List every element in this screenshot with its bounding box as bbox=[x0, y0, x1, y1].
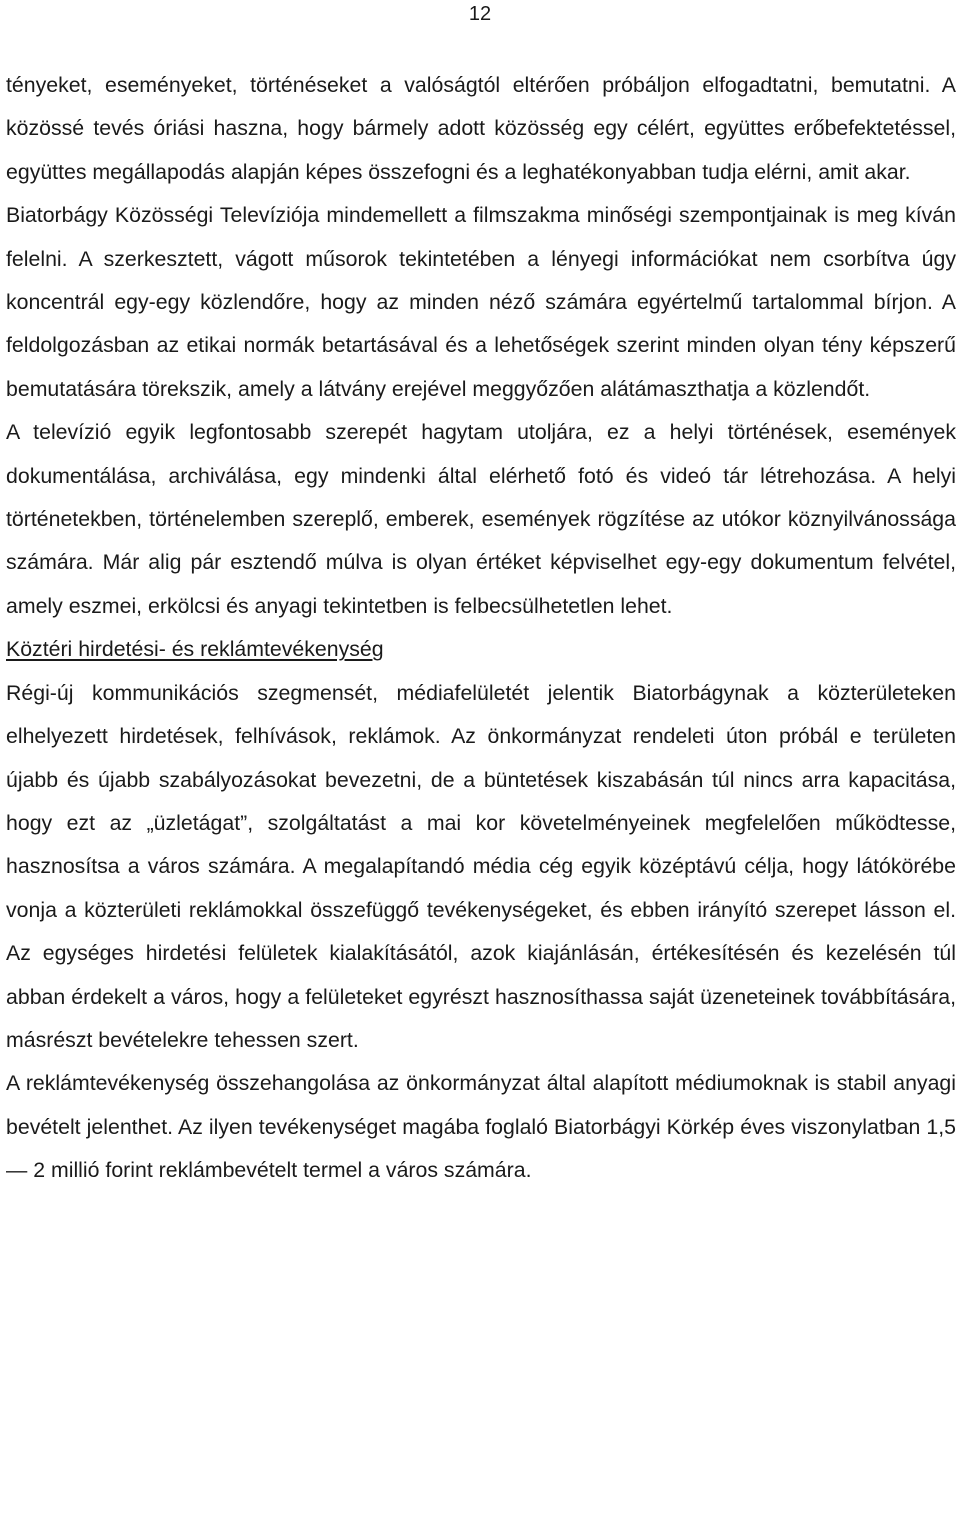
paragraph-documentation: A televízió egyik legfontosabb szerepét hagytam utoljára, ez a helyi történések, események dokumentálása, archiválása, egy mindenki által elérhető fotó és videó tár létrehozása. A helyi történetekben, történelemben szereplő, emberek, események rögzítése az utókor köznyilvánossága számára. Már alig pár esztendő múlva is olyan értéket képviselhet egy-egy dokumentum felvétel, amely eszmei, erkölcsi és anyagi tekintetben is felbecsülhetetlen lehet. bbox=[6, 420, 956, 618]
paragraph-community-tv: Biatorbágy Közösségi Televíziója mindemellett a filmszakma minőségi szempontjainak is meg kíván felelni. A szerkesztett, vágott műsorok tekintetében a lényegi információkat nem csorbítva úgy koncentrál egy-egy közlendőre, hogy az minden néző számára egyértelmű tartalommal bírjon. A feldolgozásban az etikai normák betartásával és a lehetőségek szerint minden olyan tény képszerű bemutatására törekszik, amely a látvány erejével meggyőzően alátámaszthatja a közlendőt. bbox=[6, 203, 956, 401]
page-number: 12 bbox=[468, 3, 492, 25]
paragraph-revenue: A reklámtevékenység összehangolása az önkormányzat által alapított médiumoknak is stabil anyagi bevételt jelenthet. Az ilyen tevékenységet magába foglaló Biatorbágyi Körkép éves viszonylatban 1,5 — 2 millió forint reklámbevételt termel a város számára. bbox=[6, 1071, 956, 1183]
section-heading: Köztéri hirdetési- és reklámtevékenység bbox=[6, 637, 384, 662]
paragraph-advertising: Régi-új kommunikációs szegmensét, médiafelületét jelentik Biatorbágynak a közterületeken elhelyezett hirdetések, felhívások, reklámok. Az önkormányzat rendeleti úton próbál e területen újabb és újabb szabályozásokat bevezetni, de a büntetések kiszabásán túl nincs arra kapacitása, hogy ezt az „üzletágat”, szolgáltatást a mai kor követelményeinek megfelelően működtesse, hasznosítsa a város számára. A megalapítandó média cég egyik középtávú célja, hogy látókörébe vonja a közterületi reklámokkal összefüggő tevékenységeket, és ebben irányító szerepet lásson el. Az egységes hirdetési felületek kialakításától, azok kiajánlásán, értékesítésén és kezelésén túl abban érdekelt a város, hogy a felületeket egyrészt hasznosíthassa saját üzeneteinek továbbítására, másrészt bevételekre tehessen szert. bbox=[6, 680, 956, 1052]
document-body bbox=[6, 64, 956, 1193]
paragraph-continuation: tényeket, eseményeket, történéseket a valóságtól eltérően próbáljon elfogadtatni, bemutatni. A közössé tevés óriási haszna, hogy bármely adott közösség egy célért, együttes erőbefektetéssel, együttes megállapodás alapján képes összefogni és a leghatékonyabban tudja elérni, amit akar. bbox=[6, 73, 956, 184]
